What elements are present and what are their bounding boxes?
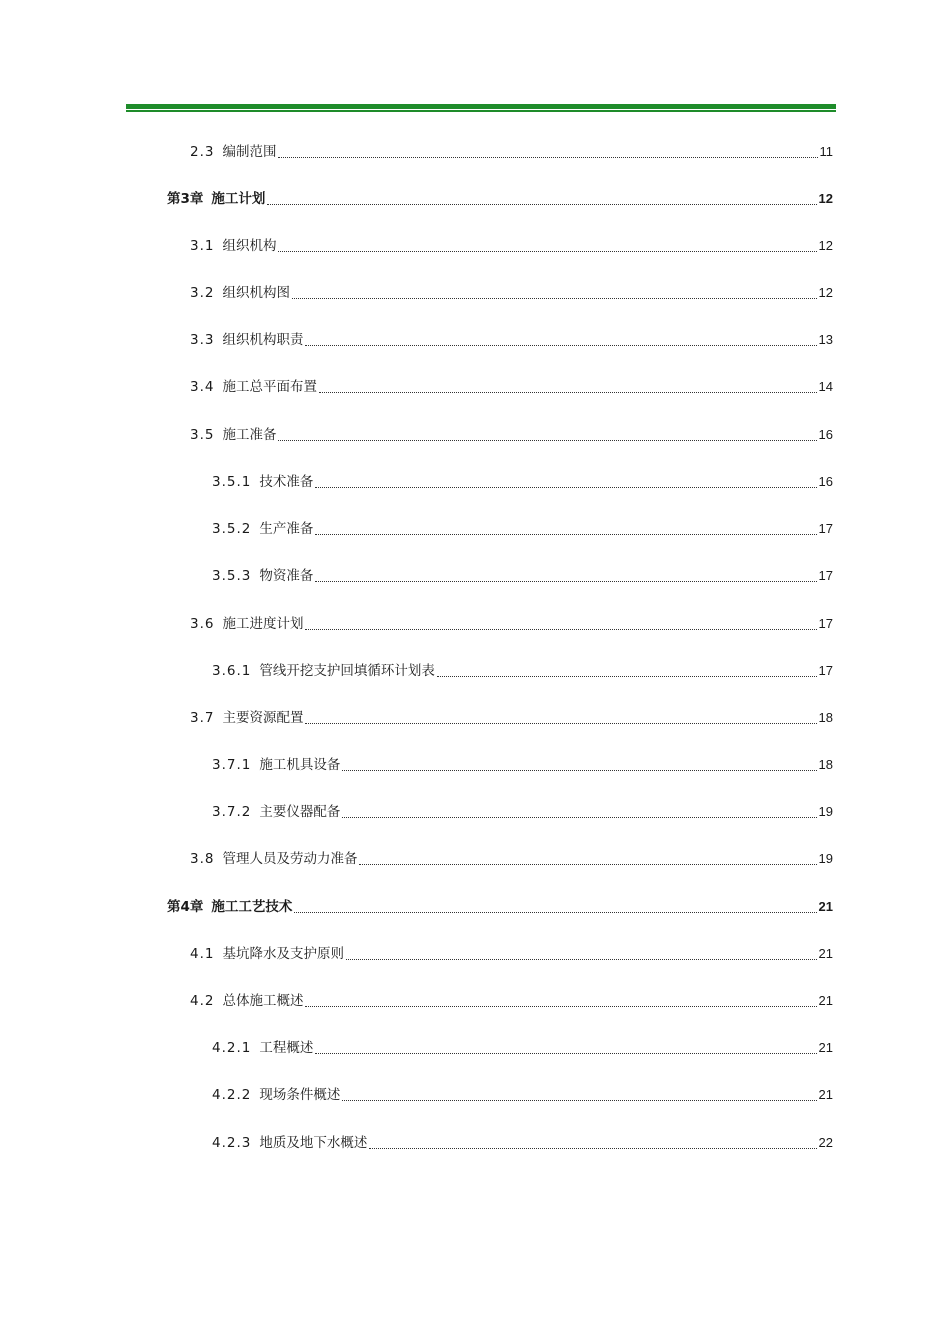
toc-title: 工程概述 <box>259 1040 314 1056</box>
toc-entry[interactable] <box>212 472 833 492</box>
toc-page-number: 11 <box>819 144 833 159</box>
toc-leader <box>315 1039 816 1054</box>
toc-page-number: 17 <box>818 568 833 583</box>
toc-entry[interactable] <box>190 330 833 350</box>
toc-number: 3.5.3 <box>212 568 252 584</box>
toc-entry[interactable] <box>212 1038 833 1058</box>
toc-page-number: 21 <box>818 899 833 914</box>
toc-entry[interactable] <box>190 849 833 869</box>
toc-title: 管理人员及劳动力准备 <box>222 851 358 867</box>
toc-number: 3.6.1 <box>212 663 252 679</box>
toc-number: 4.2 <box>190 993 215 1009</box>
toc-leader <box>342 756 816 771</box>
toc-page-number: 12 <box>818 238 833 253</box>
toc-number: 4.2.1 <box>212 1040 252 1056</box>
toc-title: 管线开挖支护回填循环计划表 <box>259 663 435 679</box>
toc-page-number: 19 <box>818 851 833 866</box>
toc-page-number: 21 <box>818 1087 833 1102</box>
toc-leader <box>305 709 816 724</box>
toc-page-number: 13 <box>818 332 833 347</box>
toc-entry[interactable] <box>212 755 833 775</box>
toc-leader <box>292 284 817 299</box>
toc-leader <box>437 662 817 677</box>
toc-leader <box>294 898 816 913</box>
toc-entry[interactable] <box>212 1085 833 1105</box>
toc-title: 施工准备 <box>222 427 277 443</box>
toc-title: 施工总平面布置 <box>222 379 317 395</box>
toc-leader <box>359 850 816 865</box>
toc-page-number: 17 <box>818 616 833 631</box>
toc-entry[interactable] <box>190 991 833 1011</box>
toc-page-number: 22 <box>818 1135 833 1150</box>
toc-page-number: 14 <box>818 379 833 394</box>
toc-number: 第4章 <box>167 899 204 915</box>
toc-title: 总体施工概述 <box>222 993 304 1009</box>
toc-number: 2.3 <box>190 144 215 160</box>
toc-number: 3.4 <box>190 379 215 395</box>
toc-leader <box>369 1134 816 1149</box>
toc-leader <box>278 426 816 441</box>
toc-number: 4.2.2 <box>212 1087 252 1103</box>
toc-title: 施工机具设备 <box>259 757 341 773</box>
toc-page-number: 16 <box>818 474 833 489</box>
header-rule <box>126 104 836 112</box>
toc-entry[interactable] <box>190 425 833 445</box>
toc-page-number: 12 <box>818 285 833 300</box>
toc-title: 施工工艺技术 <box>211 899 293 915</box>
toc-leader <box>342 803 816 818</box>
toc-entry[interactable] <box>212 802 833 822</box>
toc-entry[interactable] <box>190 377 833 397</box>
toc-leader <box>315 473 816 488</box>
toc-entry[interactable] <box>212 661 833 681</box>
toc-number: 3.5.1 <box>212 474 252 490</box>
toc-leader <box>305 615 816 630</box>
toc-entry[interactable] <box>190 944 833 964</box>
toc-title: 组织机构 <box>222 238 277 254</box>
toc-title: 主要资源配置 <box>222 710 304 726</box>
toc-number: 3.7 <box>190 710 215 726</box>
toc-number: 4.2.3 <box>212 1135 252 1151</box>
toc-page-number: 21 <box>818 993 833 1008</box>
toc-title: 地质及地下水概述 <box>259 1135 368 1151</box>
toc-leader <box>267 190 816 205</box>
toc-page-number: 17 <box>818 663 833 678</box>
toc-page-number: 21 <box>818 946 833 961</box>
toc-leader <box>305 331 816 346</box>
toc-leader <box>278 237 816 252</box>
toc-entry[interactable] <box>190 708 833 728</box>
toc-leader <box>346 945 817 960</box>
toc-leader <box>319 378 817 393</box>
toc-entry[interactable] <box>190 142 833 162</box>
toc-title: 编制范围 <box>222 144 277 160</box>
toc-entry[interactable] <box>190 614 833 634</box>
toc-entry[interactable] <box>167 897 833 917</box>
toc-title: 物资准备 <box>259 568 314 584</box>
toc-number: 3.6 <box>190 616 215 632</box>
toc-number: 3.7.2 <box>212 804 252 820</box>
toc-leader <box>315 520 816 535</box>
header-rule-thin <box>126 110 836 112</box>
toc-title: 组织机构职责 <box>222 332 304 348</box>
toc-number: 3.5 <box>190 427 215 443</box>
toc-leader <box>305 992 816 1007</box>
toc-number: 3.8 <box>190 851 215 867</box>
toc-entry[interactable] <box>212 1133 833 1153</box>
toc-entry[interactable] <box>212 566 833 586</box>
toc-title: 主要仪器配备 <box>259 804 341 820</box>
toc-title: 生产准备 <box>259 521 314 537</box>
toc-page-number: 12 <box>818 191 833 206</box>
toc-page-number: 21 <box>818 1040 833 1055</box>
toc-leader <box>278 143 817 158</box>
toc-number: 4.1 <box>190 946 215 962</box>
toc-entry[interactable] <box>167 189 833 209</box>
toc-leader <box>342 1086 816 1101</box>
toc-number: 3.3 <box>190 332 215 348</box>
toc-entry[interactable] <box>190 236 833 256</box>
toc-page-number: 19 <box>818 804 833 819</box>
toc-number: 3.2 <box>190 285 215 301</box>
toc-number: 3.7.1 <box>212 757 252 773</box>
toc-page-number: 17 <box>818 521 833 536</box>
toc-entry[interactable] <box>190 283 833 303</box>
toc-title: 组织机构图 <box>222 285 290 301</box>
toc-number: 3.1 <box>190 238 215 254</box>
toc-number: 第3章 <box>167 191 204 207</box>
toc-title: 现场条件概述 <box>259 1087 341 1103</box>
toc-number: 3.5.2 <box>212 521 252 537</box>
toc-leader <box>315 567 816 582</box>
toc-title: 技术准备 <box>259 474 314 490</box>
toc-title: 施工进度计划 <box>222 616 304 632</box>
toc-page-number: 16 <box>818 427 833 442</box>
toc-title: 施工计划 <box>211 191 266 207</box>
toc-page-number: 18 <box>818 757 833 772</box>
toc-title: 基坑降水及支护原则 <box>222 946 344 962</box>
toc-page-number: 18 <box>818 710 833 725</box>
toc-entry[interactable] <box>212 519 833 539</box>
